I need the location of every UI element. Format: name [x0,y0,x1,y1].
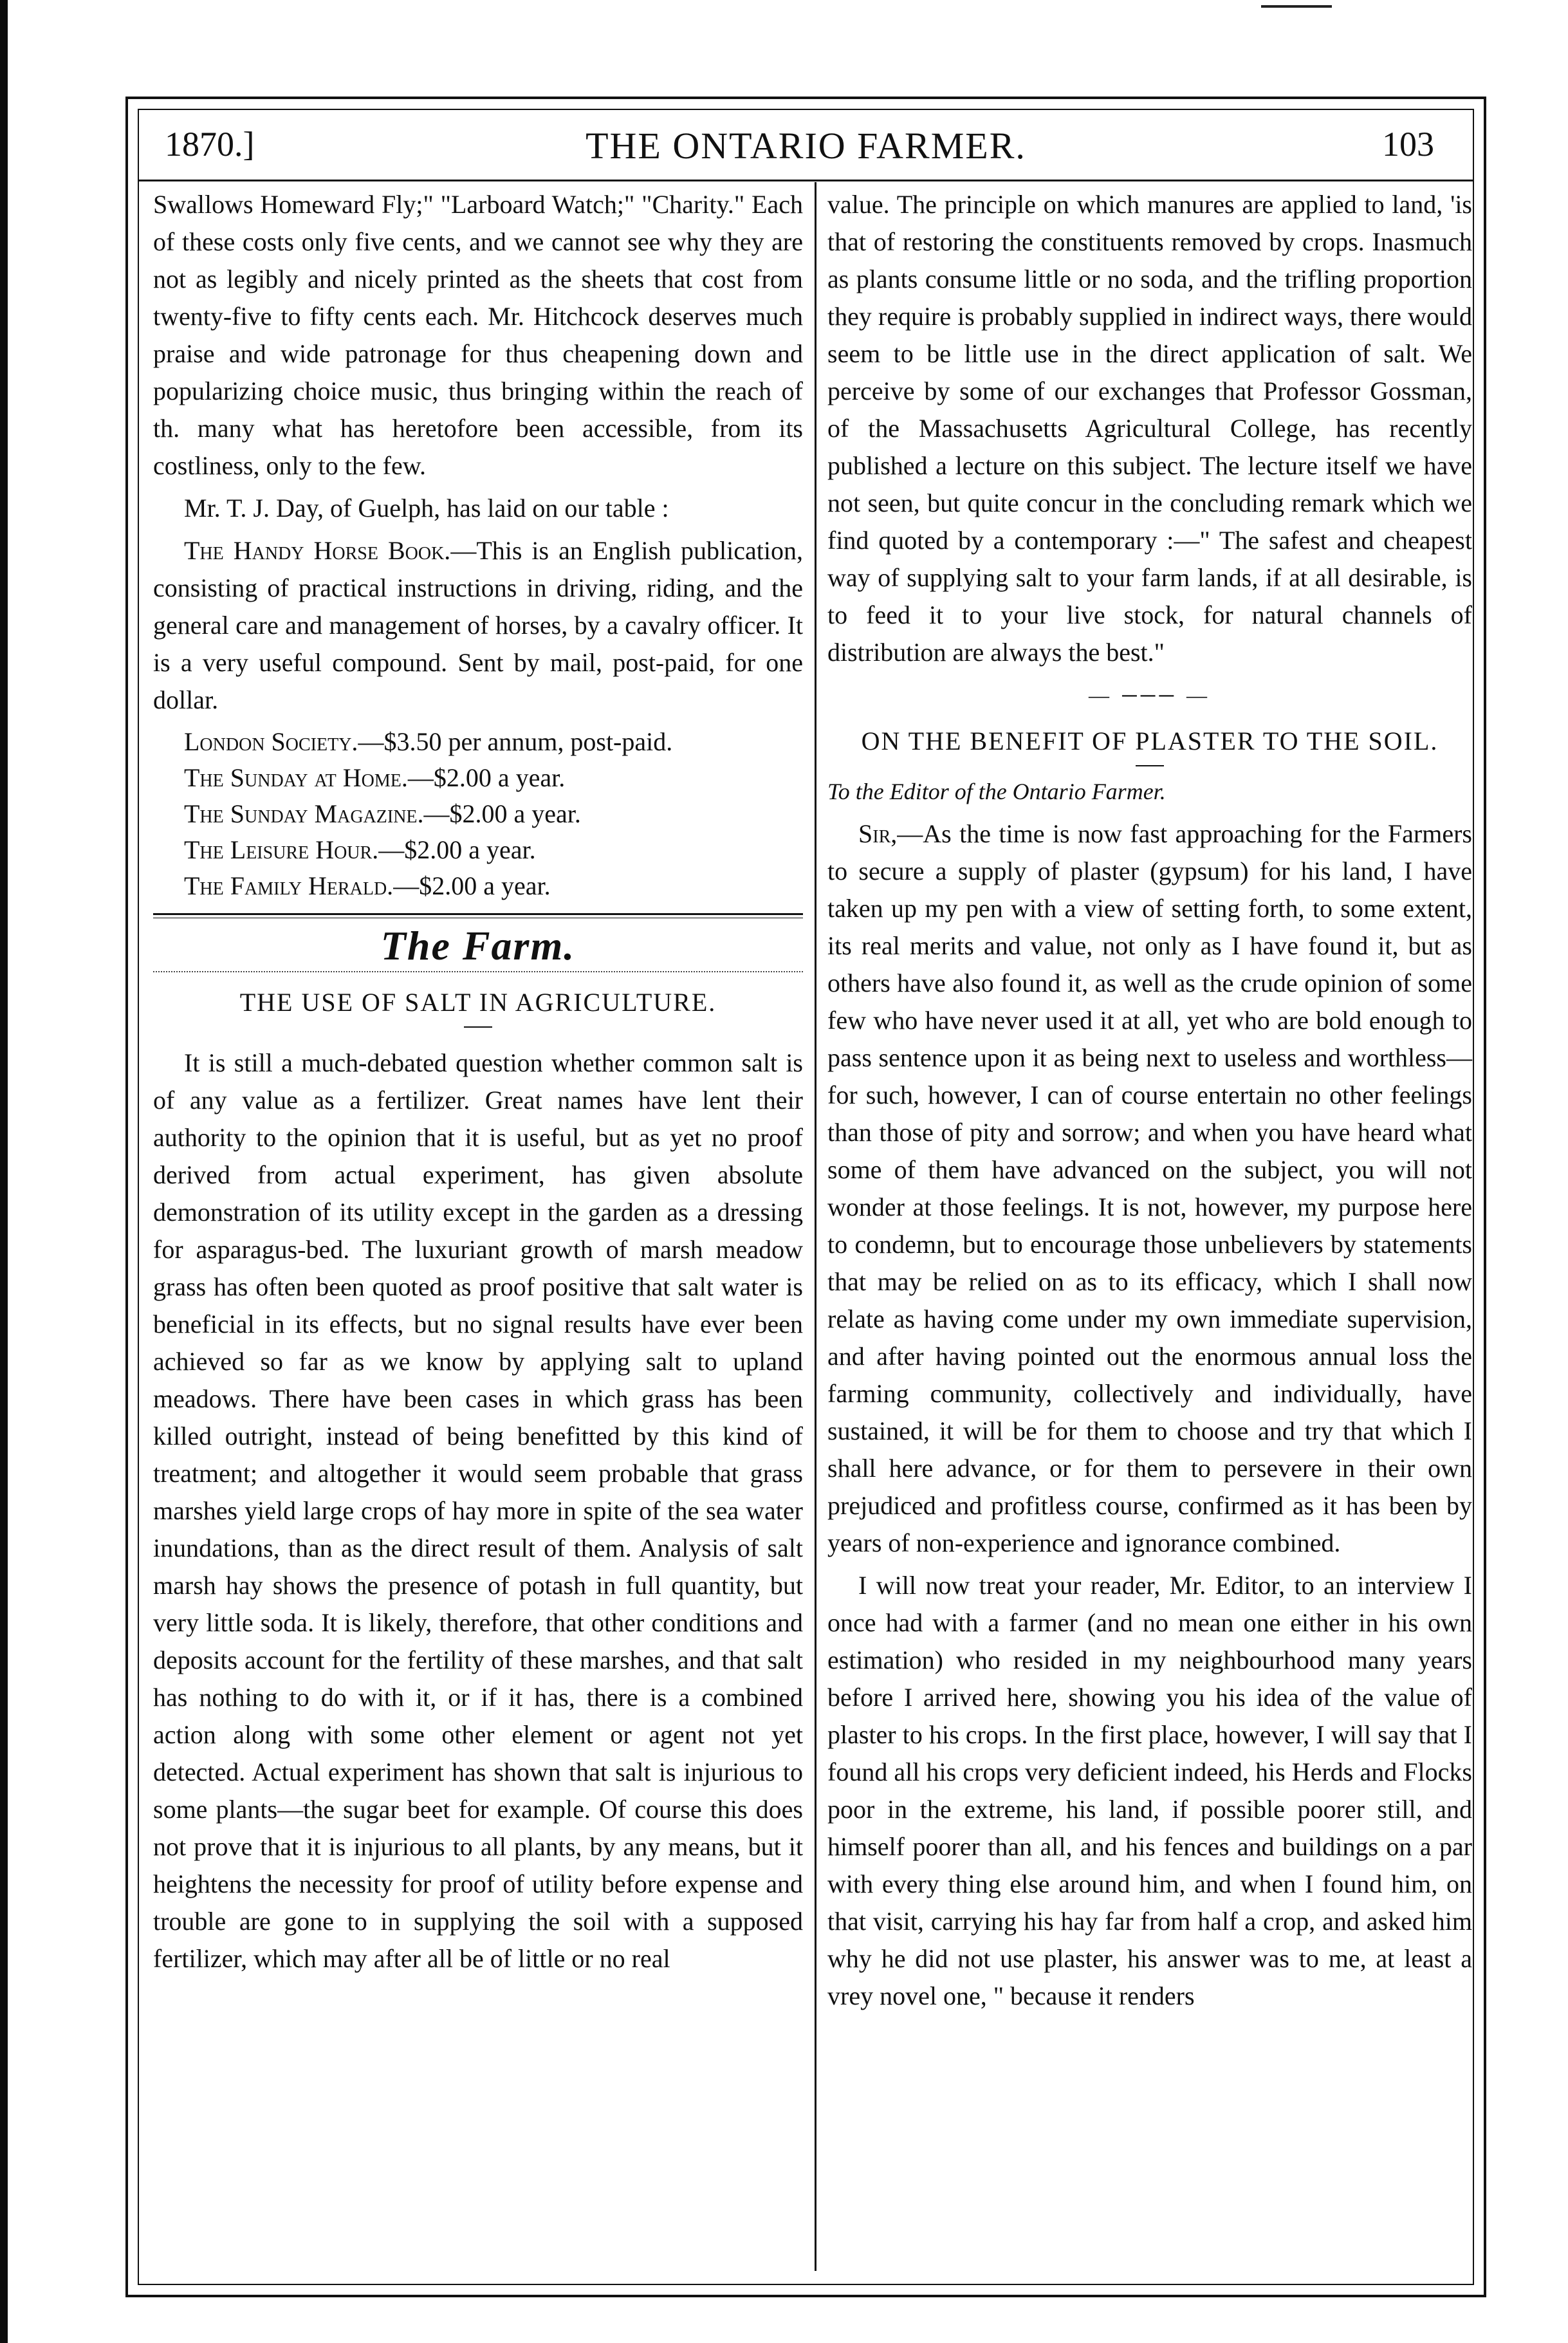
periodical-name: London Society. [184,727,358,756]
periodical-price: —$2.00 a year. [378,835,536,864]
periodical-price: —$2.00 a year. [423,799,581,828]
right-column [827,186,1472,2020]
periodical-item [153,832,803,868]
section-heading: The Farm. [380,923,576,968]
letter-paragraph-1-text: —As the time is now fast approaching for the Farmers to secure a supply of plaster (gypsum) for his land, I have taken up my pen with a view of setting forth, to some extent, its real merits and value, not only as I have found it, but as others have also found it, as well as the crude opinion of some few who have never used it at all, yet who are bold enough to pass sentence upon it as being next to useless and worthless—for such, however, I can of course entertain no other feelings than those of pity and sorrow; and when you have heard what some of them have advanced on the subject, you will not wonder at those feelings. It is not, however, my purpose here to condemn, but to encourage those unbelievers by statements that may be relied on as to its efficacy, which I shall now relate as having come under my own immediate supervision, and after having pointed out the enormous annual loss the farming community, collectively and individually, have sustained, it will be for them to choose and try that which I shall here advance, or for them to persevere in their own prejudiced and profitless course, confirmed as it has been by years of non-experience and ignorance combined. [827,819,1472,1557]
salt-article-continuation: value. The principle on which manures are applied to land, 'is that of restoring the constituents removed by crops. Inasmuch as plants consume little or no soda, and the trifling proportion they require is probably supplied in indirect ways, there would seem to be little use in the direct application of salt. We perceive by some of our exchanges that Professor Gossman, of the Massachusetts Agricultural College, has recently published a lecture on this subject. The lecture itself we have not seen, but quite concur in the concluding remark which we find quoted by a contemporary :—" The safest and cheapest way of supplying salt to your farm lands, if at all desirable, is to feed it to your live stock, for natural channels of distribution are always the best." [827,190,1472,667]
letter-salutation: Sir, [858,819,898,848]
periodical-name: The Leisure Hour. [184,835,379,864]
page-number: 103 [1382,125,1434,163]
left-column [153,186,803,1983]
dotted-separator [153,971,803,972]
publication-title: THE ONTARIO FARMER. [586,125,1026,167]
column-divider [815,182,816,2271]
page-frame [125,97,1486,2297]
periodical-item [153,868,803,904]
article-body-salt: It is still a much-debated question whether common salt is of any value as a fertilizer. Great names have lent their authority to the opinion that it is useful, but as yet no proof derived from actual experiment, has given absolute demonstration of its utility except in the garden as a dressing for asparagus-bed. The luxuriant growth of marsh meadow grass has often been quoted as proof positive that salt water is beneficial in its effects, but no signal results have ever been achieved so far as we know by applying salt to upland meadows. There have been cases in which grass has been killed outright, instead of being benefitted by this kind of treatment; and altogether it would seem probable that grass marshes yield large crops of hay more in spite of the sea water inundations, than as the direct result of them. Analysis of salt marsh hay shows the presence of potash in full quantity, but very little soda. It is likely, therefore, that other conditions and deposits account for the fertility of these marshes, and that salt has nothing to do with it, or if it has, there is a combined action along with some other element or agent not yet detected. Actual experiment has shown that salt is injurious to some plants—the sugar beet for example. Of course this does not prove that it is injurious to all plants, by any means, but it heightens the necessity for proof of utility before expense and trouble are gone to in supplying the soil with a supposed fertilizer, which may after all be of little or no real [153,1048,803,1973]
handy-horse-book-notice [153,532,803,719]
day-paragraph: Mr. T. J. Day, of Guelph, has laid on our table : [184,494,669,523]
periodical-item [153,796,803,832]
intro-paragraph: Swallows Homeward Fly;" "Larboard Watch;" "Charity." Each of these costs only five cents, and we cannot see why they are not as legibly and nicely printed as the sheets that cost from twenty-five to fifty cents each. Mr. Hitchcock deserves much praise and wide patronage for thus cheapening down and popularizing choice music, thus bringing within the reach of th. many what has heretofore been accessible, from its costliness, only to the few. [153,190,803,480]
letter-paragraph-1 [827,815,1472,1562]
periodical-name: The Sunday Magazine. [184,799,424,828]
title-short-rule [464,1026,492,1028]
periodical-price: —$2.00 a year. [407,763,566,792]
periodical-name: The Sunday at Home. [184,763,408,792]
handy-horse-book-title: The Handy Horse Book. [184,536,451,565]
periodicals-list [153,724,803,904]
periodical-price: —$2.00 a year. [393,871,551,900]
article-separator: — ─── — [1088,683,1211,707]
scan-edge-bar [0,0,8,2343]
periodical-item [153,724,803,760]
letter-paragraph-2: I will now treat your reader, Mr. Editor, to an interview I once had with a farmer (and no mean one either in his own estimation) who resided in my neighbourhood many years before I arrived here, showing you his idea of the value of plaster to his crops. In the first place, however, I will say that I found all his crops very deficient indeed, his Herds and Flocks poor in the extreme, his land, if possible poorer still, and himself poorer than all, and his fences and buildings on a par with every thing else around him, and when I found him, on that visit, carrying his hay far from half a crop, and asked him why he did not use plaster, his answer was to me, at least a vrey novel one, " because it renders [827,1571,1472,2010]
handy-horse-book-text: —This is an English publication, consisting of practical instructions in driving, riding, and the general care and management of horses, by a cavalry officer. It is a very useful compound. Sent by mail, post-paid, for one dollar. [153,536,804,714]
section-rule [153,913,803,915]
letter-addressee: To the Editor of the Ontario Farmer. [827,779,1166,804]
page-header [139,110,1473,181]
scan-mark [1261,5,1332,8]
periodical-name: The Family Herald. [184,871,394,900]
title-short-rule [1136,765,1164,766]
periodical-price: —$3.50 per annum, post-paid. [358,727,673,756]
header-date: 1870.] [165,125,255,163]
article-title-plaster: ON THE BENEFIT OF PLASTER TO THE SOIL. [861,727,1439,755]
page-inner-border [138,109,1474,2285]
article-title-salt: THE USE OF SALT IN AGRICULTURE. [239,988,717,1017]
periodical-item [153,760,803,796]
